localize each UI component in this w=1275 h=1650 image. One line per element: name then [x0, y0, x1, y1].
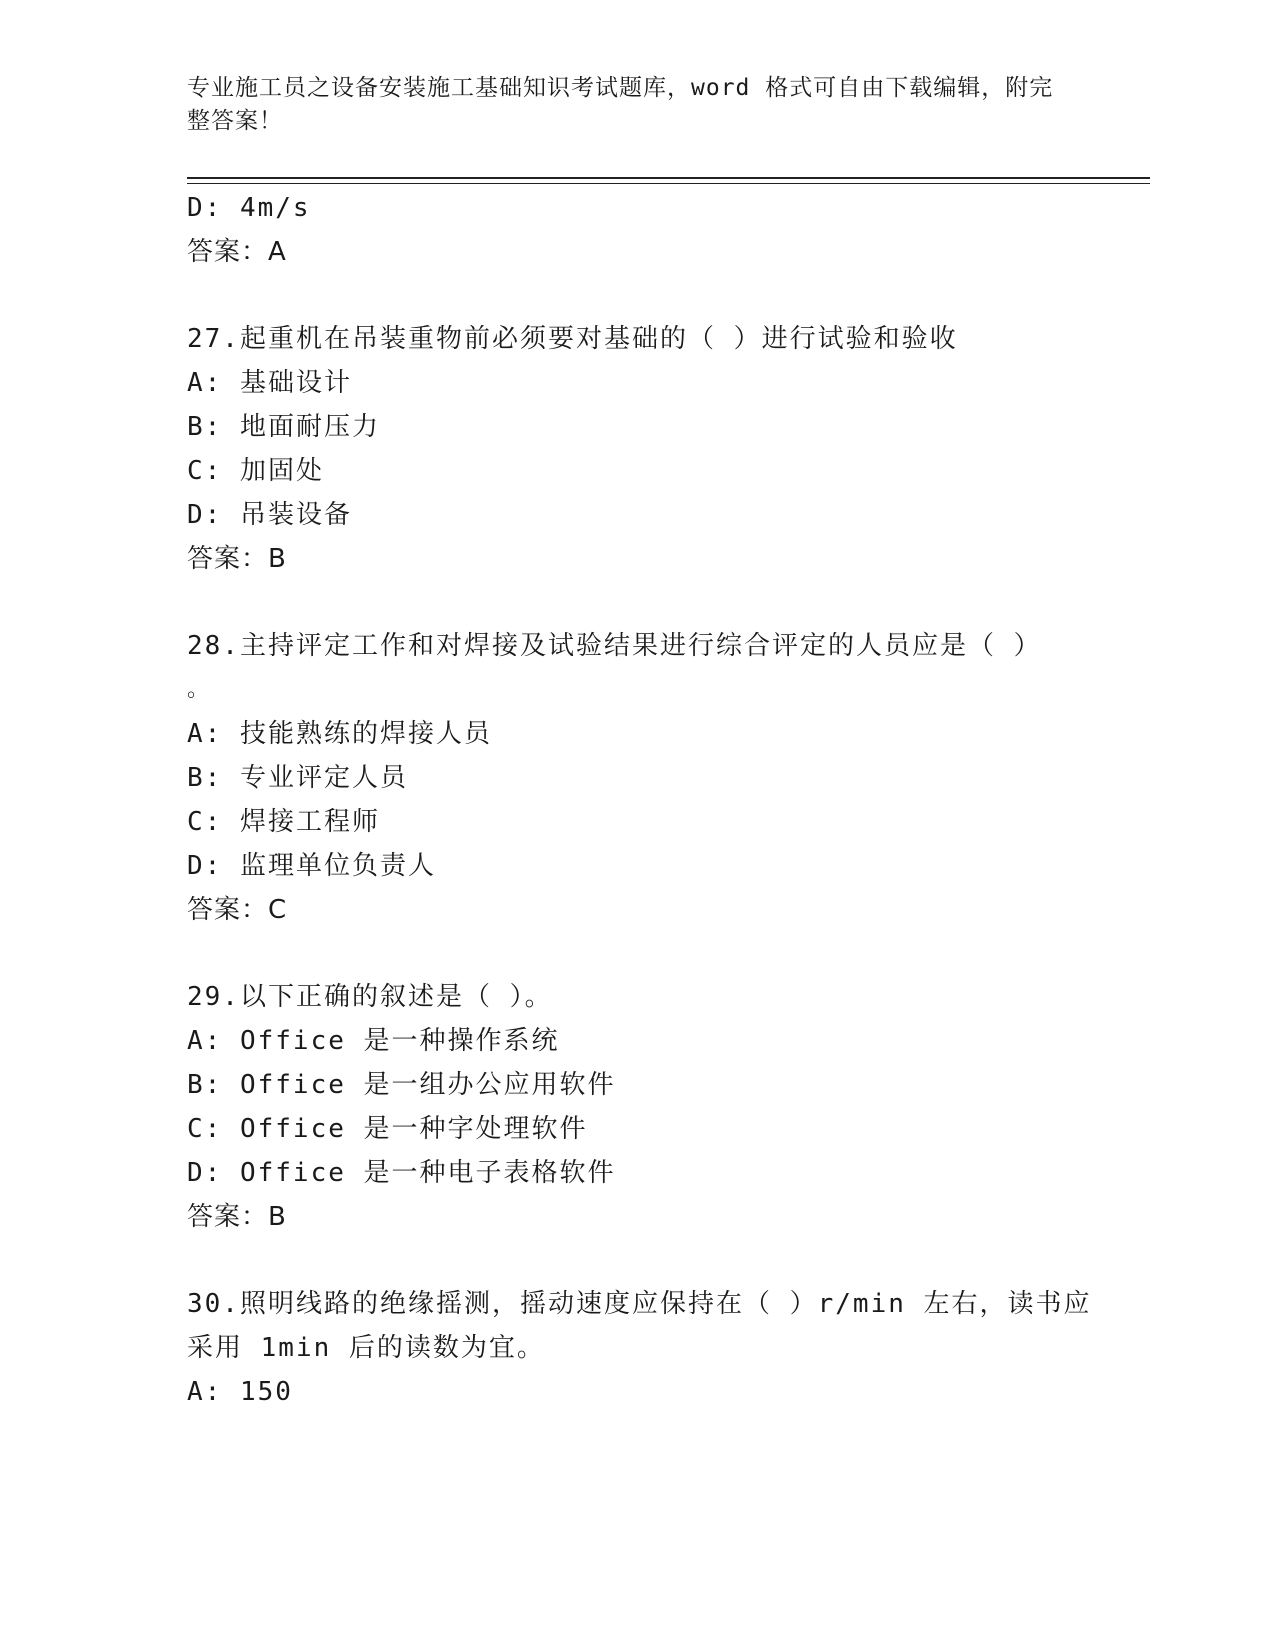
- header-divider-thick: [187, 177, 1150, 179]
- q28-option-b: B: 专业评定人员: [187, 763, 408, 793]
- q28-answer: 答案：C: [187, 895, 288, 925]
- q28-stem-end: 。: [187, 677, 212, 702]
- prev-option-d: D: 4m/s: [187, 193, 311, 223]
- q29-answer: 答案：B: [187, 1202, 287, 1232]
- header-line-2: 整答案！: [187, 108, 283, 134]
- q29-option-c: C: Office 是一种字处理软件: [187, 1114, 588, 1144]
- q29-option-b: B: Office 是一组办公应用软件: [187, 1070, 616, 1100]
- q27-answer: 答案：B: [187, 544, 287, 574]
- header-line-1: 专业施工员之设备安装施工基础知识考试题库，word 格式可自由下载编辑，附完: [187, 75, 1054, 101]
- q29-option-d: D: Office 是一种电子表格软件: [187, 1158, 616, 1188]
- q30-stem-line-1: 30.照明线路的绝缘摇测，摇动速度应保持在（ ）r/min 左右，读书应: [187, 1289, 1092, 1319]
- document-header: [187, 72, 1087, 138]
- q28-option-c: C: 焊接工程师: [187, 807, 380, 837]
- q30-stem-line-2: 采用 1min 后的读数为宜。: [187, 1333, 545, 1363]
- q29-stem: 29.以下正确的叙述是（ ）。: [187, 982, 553, 1012]
- q30-option-a: A: 150: [187, 1377, 293, 1407]
- q28-option-a: A: 技能熟练的焊接人员: [187, 719, 492, 749]
- q29-option-a: A: Office 是一种操作系统: [187, 1026, 560, 1056]
- q27-stem: 27.起重机在吊装重物前必须要对基础的（ ）进行试验和验收: [187, 324, 958, 354]
- header-divider-thin: [187, 183, 1150, 184]
- q27-option-b: B: 地面耐压力: [187, 412, 380, 442]
- q27-option-d: D: 吊装设备: [187, 500, 352, 530]
- q27-option-a: A: 基础设计: [187, 368, 352, 398]
- q28-stem: 28.主持评定工作和对焊接及试验结果进行综合评定的人员应是（ ）: [187, 631, 1042, 661]
- q27-option-c: C: 加固处: [187, 456, 324, 486]
- q28-option-d: D: 监理单位负责人: [187, 851, 436, 881]
- prev-answer: 答案：A: [187, 237, 287, 267]
